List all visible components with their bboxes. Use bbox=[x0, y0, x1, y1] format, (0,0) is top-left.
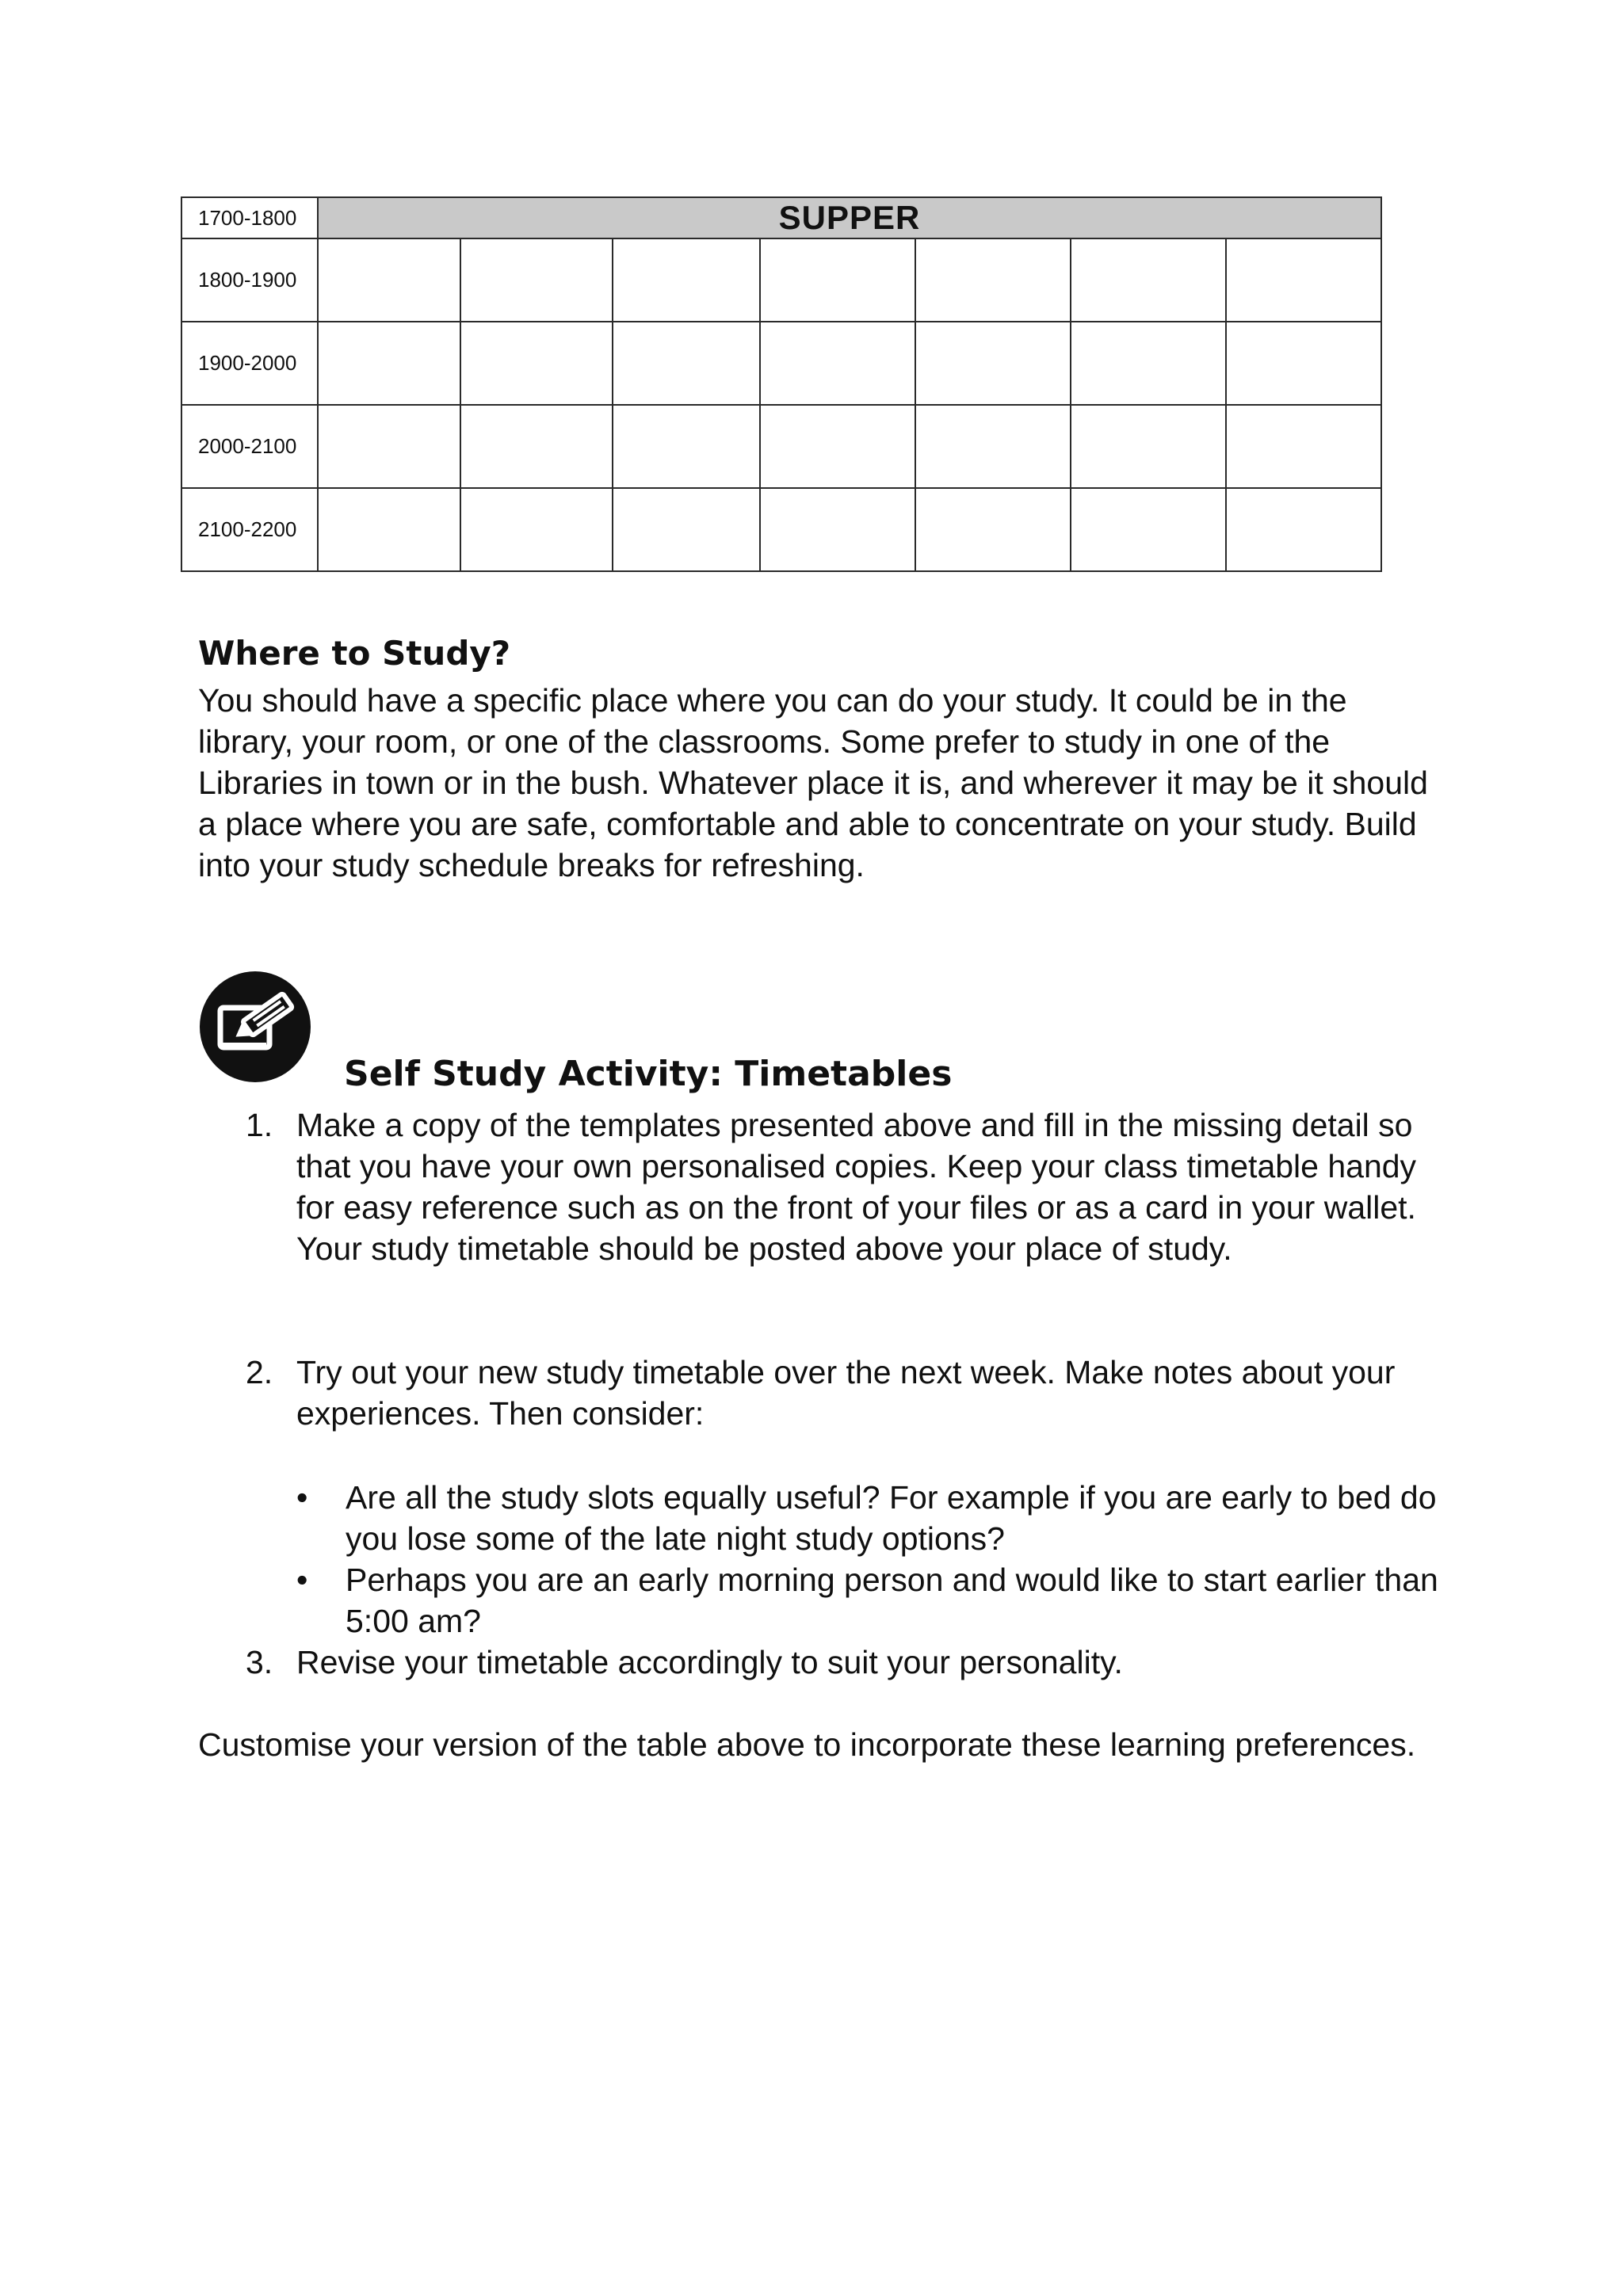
empty-cell bbox=[760, 238, 915, 322]
bullet-dot: • bbox=[296, 1562, 308, 1598]
where-to-study-paragraph: You should have a specific place where you can do your study. It could be in the library, your room, or one of the classrooms. Some prefer to study in one of the Libraries in town or in the bush. Whatever place it is, and wherever it may be it should a place where you are safe, comfortable and able to concentrate on your study. Build into your study schedule breaks for refreshing. bbox=[198, 682, 1428, 883]
empty-cell bbox=[613, 238, 760, 322]
table-row bbox=[181, 322, 1381, 405]
list-text: Make a copy of the templates presented above and fill in the missing detail so that you have your own personalised copies. Keep your class timetable handy for easy reference such as on the front of your files or as a card in your wallet. Your study timetable should be posted above your place of study. bbox=[296, 1107, 1417, 1267]
empty-cell bbox=[1071, 322, 1226, 405]
list-number: 1. bbox=[246, 1107, 273, 1143]
section-heading-where-to-study: Where to Study? bbox=[198, 634, 511, 673]
empty-cell bbox=[613, 488, 760, 571]
empty-cell bbox=[460, 238, 613, 322]
supper-cell: SUPPER bbox=[318, 197, 1381, 238]
time-cell: 1900-2000 bbox=[181, 322, 318, 405]
empty-cell bbox=[915, 488, 1071, 571]
empty-cell bbox=[460, 405, 613, 488]
time-cell: 1700-1800 bbox=[181, 197, 318, 238]
empty-cell bbox=[460, 488, 613, 571]
activity-heading: Self Study Activity: Timetables bbox=[344, 1054, 953, 1094]
time-cell: 1800-1900 bbox=[181, 238, 318, 322]
bullet-text: Are all the study slots equally useful? For example if you are early to bed do you lose some of the late night study options? bbox=[346, 1479, 1437, 1557]
empty-cell bbox=[1226, 488, 1381, 571]
empty-cell bbox=[915, 322, 1071, 405]
list-text: Try out your new study timetable over the next week. Make notes about your experiences. Then consider: bbox=[296, 1354, 1396, 1432]
table-row bbox=[181, 238, 1381, 322]
list-number: 3. bbox=[246, 1644, 273, 1680]
empty-cell bbox=[318, 488, 460, 571]
empty-cell bbox=[1226, 238, 1381, 322]
empty-cell bbox=[915, 238, 1071, 322]
list-number: 2. bbox=[246, 1354, 273, 1390]
empty-cell bbox=[1071, 405, 1226, 488]
empty-cell bbox=[613, 405, 760, 488]
empty-cell bbox=[318, 405, 460, 488]
study-timetable bbox=[181, 196, 1382, 572]
empty-cell bbox=[760, 488, 915, 571]
empty-cell bbox=[318, 238, 460, 322]
empty-cell bbox=[318, 322, 460, 405]
table-row-supper bbox=[181, 197, 1381, 238]
list-text: Revise your timetable accordingly to suit your personality. bbox=[296, 1644, 1123, 1680]
bullet-dot: • bbox=[296, 1479, 308, 1516]
empty-cell bbox=[915, 405, 1071, 488]
empty-cell bbox=[613, 322, 760, 405]
empty-cell bbox=[1071, 238, 1226, 322]
empty-cell bbox=[460, 322, 613, 405]
empty-cell bbox=[1226, 322, 1381, 405]
pencil-paper-icon bbox=[198, 970, 312, 1084]
empty-cell bbox=[760, 405, 915, 488]
table-row bbox=[181, 488, 1381, 571]
empty-cell bbox=[760, 322, 915, 405]
time-cell: 2000-2100 bbox=[181, 405, 318, 488]
empty-cell bbox=[1226, 405, 1381, 488]
time-cell: 2100-2200 bbox=[181, 488, 318, 571]
table-row bbox=[181, 405, 1381, 488]
empty-cell bbox=[1071, 488, 1226, 571]
bullet-text: Perhaps you are an early morning person and would like to start earlier than 5:00 am? bbox=[346, 1562, 1438, 1639]
closing-paragraph: Customise your version of the table above to incorporate these learning preferences. bbox=[198, 1726, 1416, 1763]
